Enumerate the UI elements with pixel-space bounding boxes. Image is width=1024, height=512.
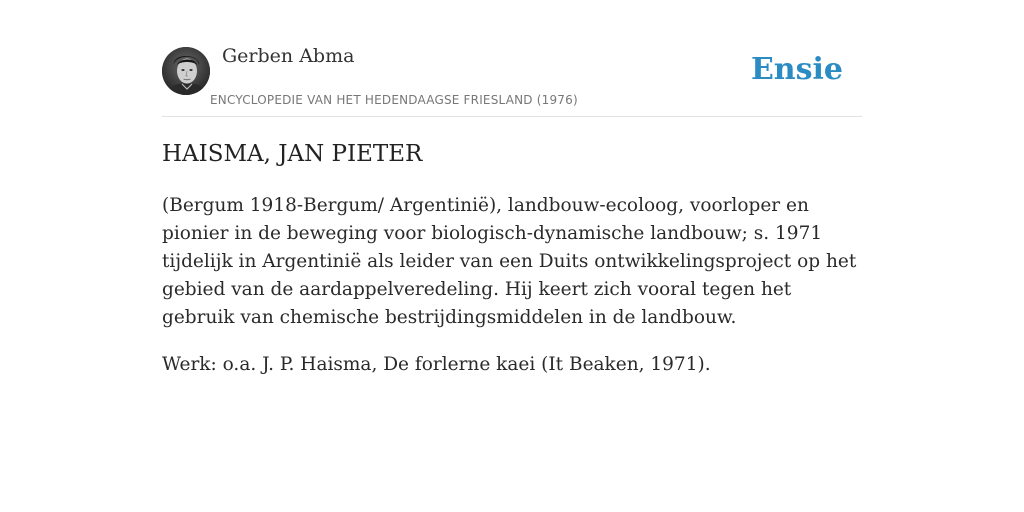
entry-works: Werk: o.a. J. P. Haisma, De forlerne kaei (It Beaken, 1971). xyxy=(162,354,711,375)
entry-description: (Bergum 1918-Bergum/ Argentinië), landbouw-ecoloog, voorloper en pionier in de beweging voor biologisch-dynamische landbouw; s. 1971 tijdelijk in Argentinië als leider van een Duits ontwikkelingsproject op het gebied van de aardappelveredeling. Hij keert zich vooral tegen het gebruik van chemische bestrijdingsmiddelen in de landbouw. xyxy=(162,195,857,328)
entry-card xyxy=(162,0,862,512)
entry-header xyxy=(162,0,862,117)
entry-title: HAISMA, JAN PIETER xyxy=(162,141,423,167)
author-name[interactable]: Gerben Abma xyxy=(222,45,355,67)
author-portrait-icon xyxy=(162,47,210,95)
ensie-logo[interactable]: Ensie xyxy=(750,52,843,87)
author-avatar[interactable] xyxy=(162,47,210,95)
source-title[interactable]: ENCYCLOPEDIE VAN HET HEDENDAAGSE FRIESLAND (1976) xyxy=(210,93,578,107)
